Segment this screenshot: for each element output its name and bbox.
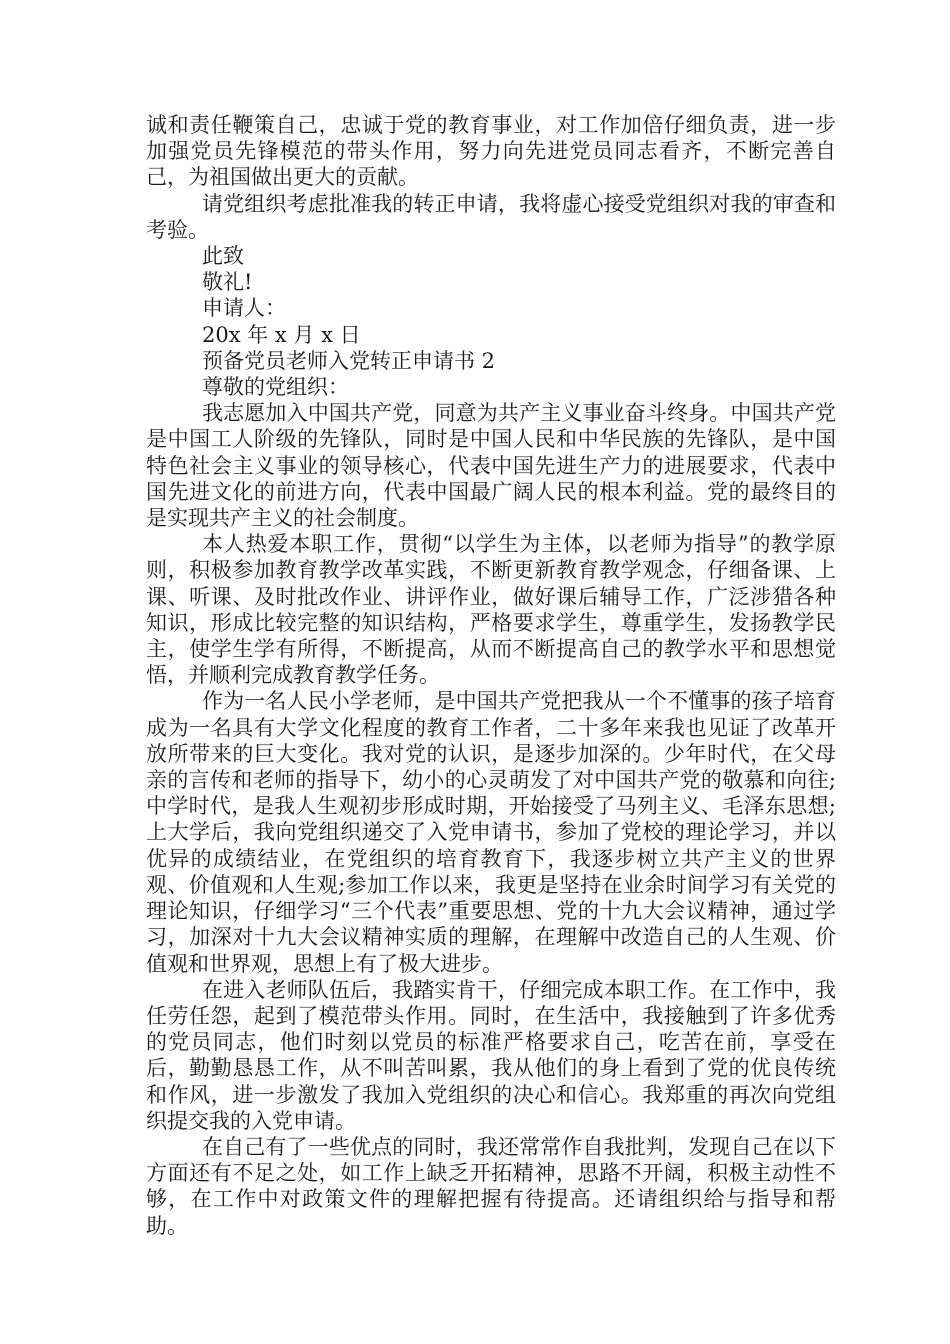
date-line: 20x 年 x 月 x 日 [202, 322, 361, 347]
paragraph-party-intro: 我志愿加入中国共产党，同意为共产主义事业奋斗终身。中国共产党是中国工人阶级的先锋队，同时是中国人民和中华民族的先锋队，是中国特色社会主义事业的领导核心，代表中国先进生产力的进展要求，代表中国先进文化的前进方向，代表中国最广阔人民的根本利益。党的最终目的是实现共产主义的社会制度。 [146, 401, 836, 531]
paragraph-work: 本人热爱本职工作，贯彻“以学生为主体，以老师为指导”的教学原则，积极参加教育教学改革实践，不断更新教育教学观念，仔细备课、上课、听课、及时批改作业、讲评作业，做好课后辅导工作，广泛涉猎各种知识，形成比较完整的知识结构，严格要求学生，尊重学生，发扬教学民主，使学生学有所得，不断提高，从而不断提高自己的教学水平和思想觉悟，并顺利完成教育教学任务。 [146, 532, 836, 688]
paragraph-self-criticism: 在自己有了一些优点的同时，我还常常作自我批判，发现自己在以下方面还有不足之处，如工作上缺乏开拓精神，思路不开阔，积极主动性不够，在工作中对政策文件的理解把握有待提高。还请组织给与指导和帮助。 [146, 1134, 836, 1238]
greeting-line: 尊敬的党组织： [202, 375, 349, 400]
section-heading: 预备党员老师入党转正申请书 2 [202, 348, 496, 373]
paragraph-continuation: 诚和责任鞭策自己，忠诚于党的教育事业，对工作加倍仔细负责，进一步加强党员先锋模范的带头作用，努力向先进党员同志看齐，不断完善自己，为祖国做出更大的贡献。 [146, 113, 836, 190]
applicant-line: 申请人： [202, 296, 286, 321]
salute-line: 敬礼! [202, 270, 253, 295]
paragraph-growth: 作为一名人民小学老师，是中国共产党把我从一个不懂事的孩子培育成为一名具有大学文化程度的教育工作者，二十多年来我也见证了改革开放所带来的巨大变化。我对党的认识，是逐步加深的。少年时代，在父母亲的言传和老师的指导下，幼小的心灵萌发了对中国共产党的敬慕和向往;中学时代，是我人生观初步形成时期，开始接受了马列主义、毛泽东思想;上大学后，我向党组织递交了入党申请书，参加了党校的理论学习，并以优异的成绩结业，在党组织的培育教育下，我逐步树立共产主义的世界观、价值观和人生观;参加工作以来，我更是坚持在业余时间学习有关党的理论知识，仔细学习“三个代表”重要思想、党的十九大会议精神，通过学习，加深对十九大会议精神实质的理解，在理解中改造自己的人生观、价值观和世界观，思想上有了极大进步。 [146, 689, 836, 976]
paragraph-teaching: 在进入老师队伍后，我踏实肯干，仔细完成本职工作。在工作中，我任劳任怨，起到了模范带头作用。同时，在生活中，我接触到了许多优秀的党员同志，他们时刻以党员的标准严格要求自己，吃苦在前，享受在后，勤勤恳恳工作，从不叫苦叫累，我从他们的身上看到了党的优良传统和作风，进一步激发了我加入党组织的决心和信心。我郑重的再次向党组织提交我的入党申请。 [146, 977, 836, 1133]
closing-line: 此致 [202, 244, 244, 269]
document-page [146, 112, 836, 1239]
paragraph-request: 请党组织考虑批准我的转正申请，我将虚心接受党组织对我的审查和考验。 [146, 191, 836, 242]
